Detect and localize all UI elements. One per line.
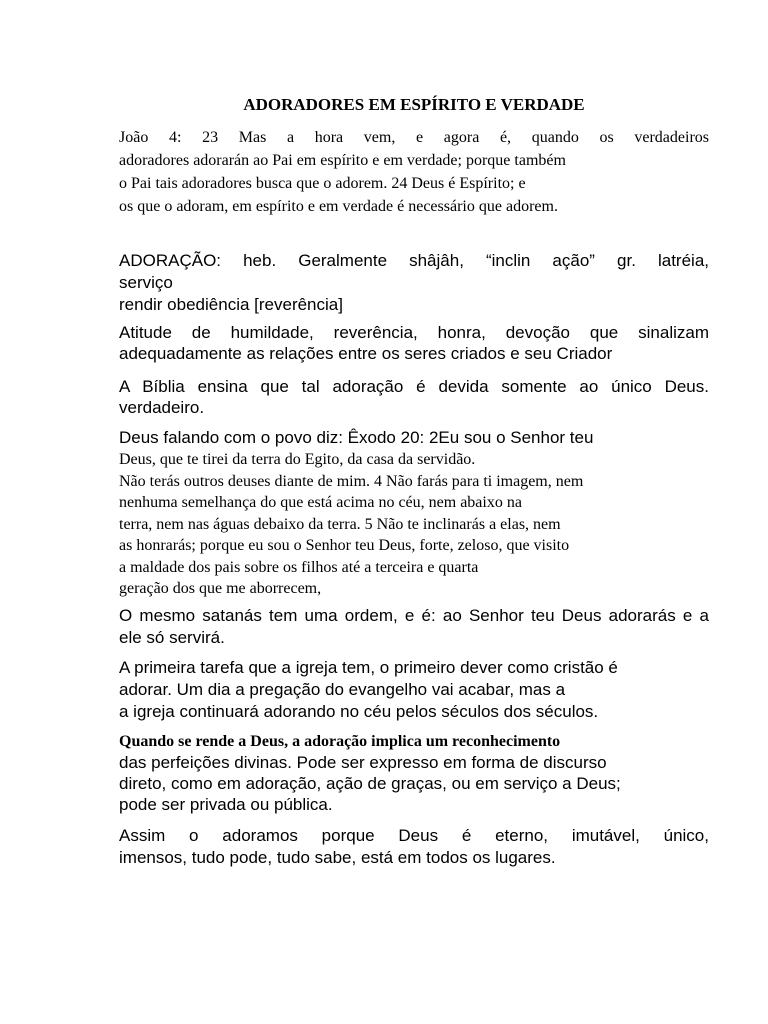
paragraph-line: verdadeiro. <box>119 398 205 417</box>
atitude-paragraph <box>119 322 709 364</box>
paragraph-line: das perfeições divinas. Pode ser expresso em forma de discurso <box>119 753 607 772</box>
paragraph-line: Assim o adoramos porque Deus é eterno, imutável, único, <box>119 826 709 845</box>
paragraph-line: serviço <box>119 273 173 292</box>
paragraph-line: direto, como em adoração, ação de graças, ou em serviço a Deus; <box>119 774 621 793</box>
paragraph-line: adorar. Um dia a pregação do evangelho vai acabar, mas a <box>119 680 566 699</box>
paragraph-line: ele só servirá. <box>119 628 225 647</box>
paragraph-line: imensos, tudo pode, tudo sabe, está em todos os lugares. <box>119 848 556 867</box>
quando-se-rende-paragraph <box>119 752 709 815</box>
paragraph-line: A primeira tarefa que a igreja tem, o primeiro dever como cristão é <box>119 658 618 677</box>
paragraph-line: adequadamente as relações entre os seres criados e seu Criador <box>119 344 613 363</box>
john-4-quote <box>119 126 709 218</box>
quando-se-rende-first-line <box>119 731 709 752</box>
paragraph-line: Quando se rende a Deus, a adoração implica um reconhecimento <box>119 733 561 750</box>
paragraph-line: a maldade dos pais sobre os filhos até a terceira e quarta <box>119 558 479 576</box>
satanas-paragraph <box>119 605 709 649</box>
paragraph-line: ADORAÇÃO: heb. Geralmente shâjâh, “inclin ação” gr. latréia, <box>119 251 709 270</box>
assim-paragraph <box>119 825 709 869</box>
paragraph-line: O mesmo satanás tem uma ordem, e é: ao Senhor teu Deus adorarás e a <box>119 606 709 625</box>
paragraph-line: adoradores adorarán ao Pai em espírito e em verdade; porque também <box>119 152 566 169</box>
paragraph-line: A Bíblia ensina que tal adoração é devida somente ao único Deus. <box>119 377 709 396</box>
paragraph-line: o Pai tais adoradores busca que o adorem. 24 Deus é Espírito; e <box>119 175 526 192</box>
paragraph-line: rendir obediência [reverência] <box>119 295 343 314</box>
paragraph-line: pode ser privada ou pública. <box>119 795 333 814</box>
biblia-paragraph <box>119 376 709 418</box>
paragraph-line: nenhuma semelhança do que está acima no céu, nem abaixo na <box>119 494 522 511</box>
paragraph-line: geração dos que me aborrecem, <box>119 580 322 597</box>
exodus-20-quote <box>119 449 709 600</box>
paragraph-line: João 4: 23 Mas a hora vem, e agora é, quando os verdadeiros <box>119 129 709 146</box>
paragraph-line: Atitude de humildade, reverência, honra, devoção que sinalizam <box>119 323 709 342</box>
primeira-tarefa-paragraph <box>119 657 709 723</box>
paragraph-line: a igreja continuará adorando no céu pelos séculos dos séculos. <box>119 702 599 721</box>
paragraph-line: os que o adoram, em espírito e em verdade é necessário que adorem. <box>119 198 558 215</box>
adoracao-definition <box>119 250 709 316</box>
paragraph-line: Deus falando com o povo diz: Êxodo 20: 2Eu sou o Senhor teu <box>119 428 594 447</box>
document-title: ADORADORES EM ESPÍRITO E VERDADE <box>243 95 585 114</box>
exodus-intro-line <box>119 427 709 448</box>
paragraph-line: as honrarás; porque eu sou o Senhor teu Deus, forte, zeloso, que visito <box>119 537 570 554</box>
paragraph-line: Não terás outros deuses diante de mim. 4 Não farás para ti imagem, nem <box>119 472 584 490</box>
paragraph-line: Deus, que te tirei da terra do Egito, da casa da servidão. <box>119 451 476 468</box>
paragraph-line: terra, nem nas águas debaixo da terra. 5 Não te inclinarás a elas, nem <box>119 515 561 533</box>
